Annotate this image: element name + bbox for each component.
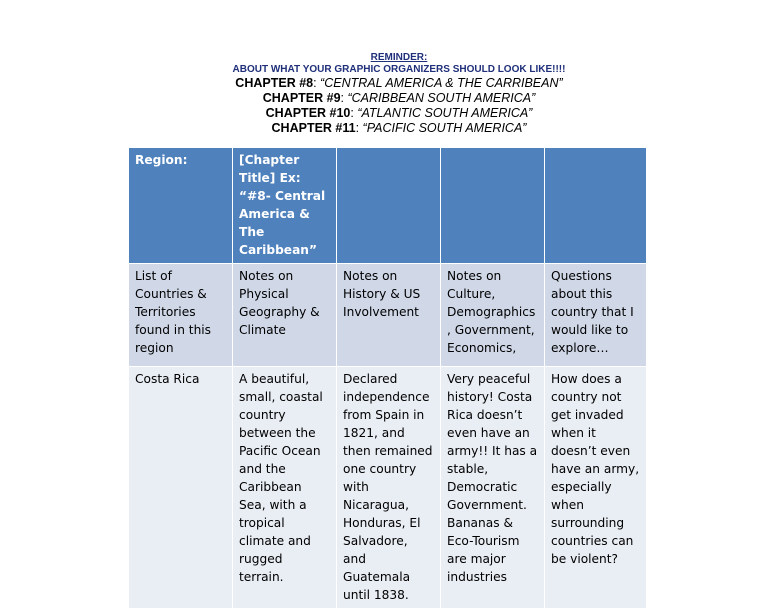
table-cell: Very peaceful history! Costa Rica doesn’t even have an army!! It has a stable, Democratic Government. Bananas & Eco-Tourism are major industries bbox=[441, 367, 545, 609]
table-row bbox=[129, 367, 647, 609]
table-cell: A beautiful, small, coastal country between the Pacific Ocean and the Caribbean Sea, with a tropical climate and rugged terrain. bbox=[233, 367, 337, 609]
chapter-title: “CARIBBEAN SOUTH AMERICA” bbox=[347, 91, 536, 105]
page-header bbox=[0, 52, 768, 136]
chapter-title: “CENTRAL AMERICA & THE CARRIBEAN” bbox=[320, 76, 563, 90]
header-cell-empty bbox=[337, 148, 441, 264]
chapter-label: CHAPTER #11 bbox=[271, 121, 356, 135]
chapter-line-8 bbox=[0, 76, 768, 91]
table-header-row bbox=[129, 148, 647, 264]
chapter-label: CHAPTER #10 bbox=[265, 106, 351, 120]
chapter-line-9 bbox=[0, 91, 768, 106]
chapter-title: “PACIFIC SOUTH AMERICA” bbox=[362, 121, 527, 135]
header-cell-empty bbox=[545, 148, 647, 264]
header-cell-empty bbox=[441, 148, 545, 264]
graphic-organizer-table bbox=[128, 147, 647, 609]
table-cell: Notes on Culture, Demographics, Government, Economics, bbox=[441, 264, 545, 367]
table-cell: Notes on Physical Geography & Climate bbox=[233, 264, 337, 367]
reminder-heading: REMINDER: bbox=[370, 52, 428, 63]
table-row bbox=[129, 264, 647, 367]
chapter-line-11 bbox=[0, 121, 768, 136]
header-cell-region: Region: bbox=[129, 148, 233, 264]
chapter-label: CHAPTER #8 bbox=[235, 76, 314, 90]
chapter-sep: : bbox=[313, 76, 321, 90]
table-cell: How does a country not get invaded when it doesn’t even have an army, especially when surrounding countries can be violent? bbox=[545, 367, 647, 609]
chapter-sep: : bbox=[350, 106, 358, 120]
table-cell: List of Countries & Territories found in this region bbox=[129, 264, 233, 367]
chapter-line-10 bbox=[0, 106, 768, 121]
table-cell: Questions about this country that I would like to explore… bbox=[545, 264, 647, 367]
chapter-sep: : bbox=[340, 91, 348, 105]
table-cell: Notes on History & US Involvement bbox=[337, 264, 441, 367]
chapter-title: “ATLANTIC SOUTH AMERICA” bbox=[357, 106, 533, 120]
chapter-sep: : bbox=[355, 121, 363, 135]
header-cell-chapter-title: [Chapter Title] Ex: “#8- Central America & The Caribbean” bbox=[233, 148, 337, 264]
table-cell: Declared independence from Spain in 1821, and then remained one country with Nicaragua, Honduras, El Salvadore, and Guatemala until 1838. bbox=[337, 367, 441, 609]
reminder-subheading: ABOUT WHAT YOUR GRAPHIC ORGANIZERS SHOULD LOOK LIKE!!!! bbox=[232, 64, 566, 75]
table-cell: Costa Rica bbox=[129, 367, 233, 609]
chapter-label: CHAPTER #9 bbox=[262, 91, 341, 105]
